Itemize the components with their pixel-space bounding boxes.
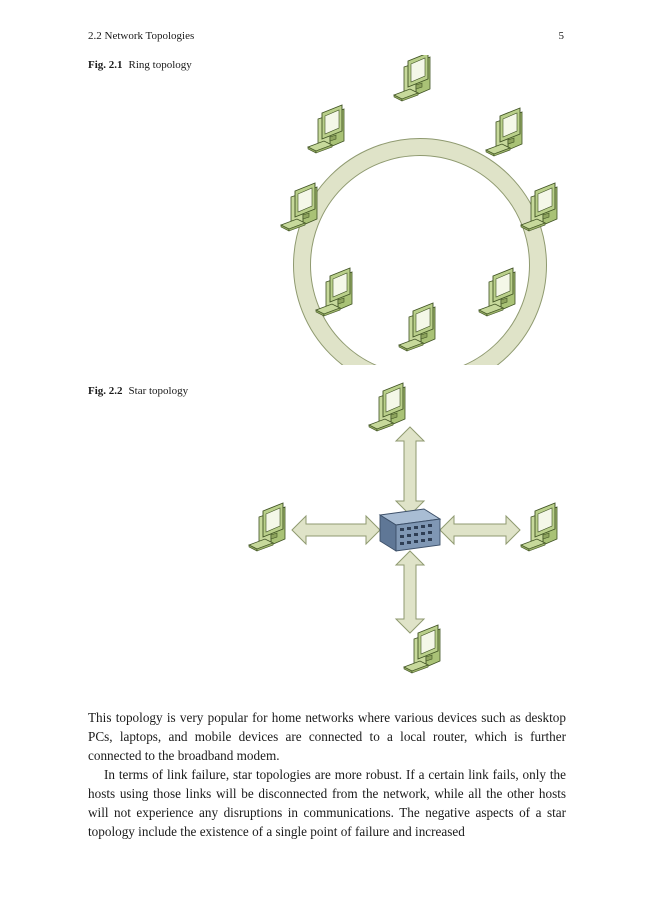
figure-label: Fig. 2.1 [88, 59, 123, 71]
ring-topology-diagram [0, 55, 660, 365]
network-switch-icon [380, 509, 440, 551]
paragraph: In terms of link failure, star topologies are more robust. If a certain link fails, only the hosts using those links will be disconnected from the network, while all the other hosts will not experience any disruptions in communications. The negative aspects of a star topology include the existence of a single point of failure and increased [88, 767, 566, 839]
figure-caption-text: Ring topology [128, 59, 192, 71]
paragraph: This topology is very popular for home networks where various devices such as desktop PCs, laptops, and mobile devices are connected to a local router, which is further connected to the broadband modem. [88, 710, 566, 763]
body-text [88, 708, 566, 841]
star-node-right [521, 503, 557, 551]
ring-node-top [394, 55, 430, 101]
star-node-top [369, 383, 405, 431]
section-title: 2.2 Network Topologies [88, 30, 195, 42]
ring-node-bottom-left [316, 268, 352, 316]
running-head [88, 30, 564, 44]
page-number: 5 [558, 30, 564, 42]
arrow-bottom [396, 551, 424, 633]
arrow-left [292, 516, 380, 544]
star-topology-diagram [0, 375, 660, 685]
figure-caption-text: Star topology [128, 385, 189, 397]
star-node-left [249, 503, 285, 551]
ring-node-bottom-right [479, 268, 515, 316]
ring-node-top-right [486, 108, 522, 156]
ring-node-top-left [308, 105, 344, 153]
arrow-right [440, 516, 520, 544]
ring-node-bottom [399, 303, 435, 351]
figure-label: Fig. 2.2 [88, 385, 123, 397]
arrow-top [396, 427, 424, 515]
